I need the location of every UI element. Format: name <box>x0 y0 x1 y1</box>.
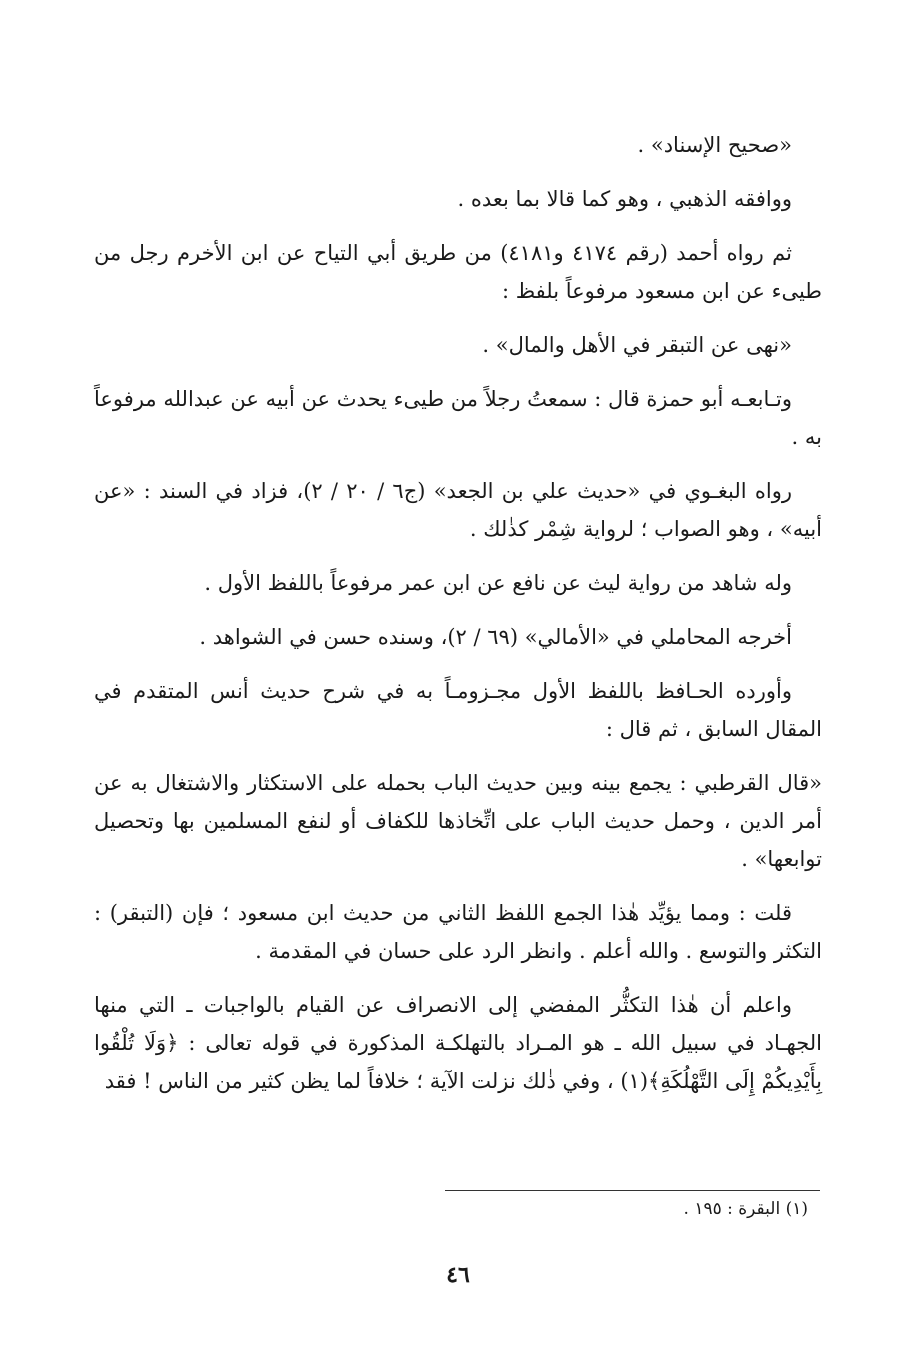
paragraph-6: رواه البغـوي في «حديث علي بن الجعد» (ج٦ / ٢٠ / ٢)، فزاد في السند : «عن أبيه» ، وهو الصواب ؛ لرواية شِمْر كذٰلك . <box>94 479 822 541</box>
page-number: ٤٦ <box>446 1262 470 1288</box>
paragraph-10-quote: «قال القرطبي : يجمع بينه وبين حديث الباب بحمله على الاستكثار والاشتغال به عن أمر الدين ، وحمل حديث الباب على اتِّخاذها للكفاف أو لنفع المسلمين بها وتحصيل توابعها» . <box>94 771 822 871</box>
paragraph-12: واعلم أن هٰذا التكثُّر المفضي إلى الانصراف عن القيام بالواجبات ـ التي منها الجهـاد في سبيل الله ـ هو المـراد بالتهلكـة المذكورة في قوله تعالى : ﴿وَلَا تُلْقُوا بِأَيْدِيكُمْ إِلَى التَّهْلُكَةِ﴾(١) ، وفي ذٰلك نزلت الآية ؛ خلافاً لما يظن كثير من الناس ! فقد <box>94 993 822 1093</box>
paragraph-2: ووافقه الذهبي ، وهو كما قالا بما بعده . <box>457 187 792 211</box>
paragraph-7: وله شاهد من رواية ليث عن نافع عن ابن عمر مرفوعاً باللفظ الأول . <box>204 571 792 595</box>
paragraph-4: «نهى عن التبقر في الأهل والمال» . <box>482 333 792 357</box>
paragraph-9: وأورده الحـافظ باللفظ الأول مجـزومـاً به في شرح حديث أنس المتقدم في المقال السابق ، ثم قال : <box>94 679 822 741</box>
footnote: (١) البقرة : ١٩٥ . <box>683 1199 808 1219</box>
paragraph-3: ثم رواه أحمد (رقم ٤١٧٤ و٤١٨١) من طريق أبي التياح عن ابن الأخرم رجل من طيىء عن ابن مسعود مرفوعاً بلفظ : <box>94 241 822 303</box>
paragraph-1: «صحيح الإسناد» . <box>637 133 792 157</box>
body-text <box>94 126 822 1116</box>
paragraph-8: أخرجه المحاملي في «الأمالي» (٦٩ / ٢)، وسنده حسن في الشواهد . <box>199 625 792 649</box>
footnote-divider <box>445 1190 820 1191</box>
paragraph-11: قلت : ومما يؤيِّد هٰذا الجمع اللفظ الثاني من حديث ابن مسعود ؛ فإن (التبقر) : التكثر والتوسع . والله أعلم . وانظر الرد على حسان في المقدمة . <box>94 901 822 963</box>
paragraph-5: وتـابعـه أبو حمزة قال : سمعتُ رجلاً من طيىء يحدث عن أبيه عن عبدالله مرفوعاً به . <box>94 387 822 449</box>
